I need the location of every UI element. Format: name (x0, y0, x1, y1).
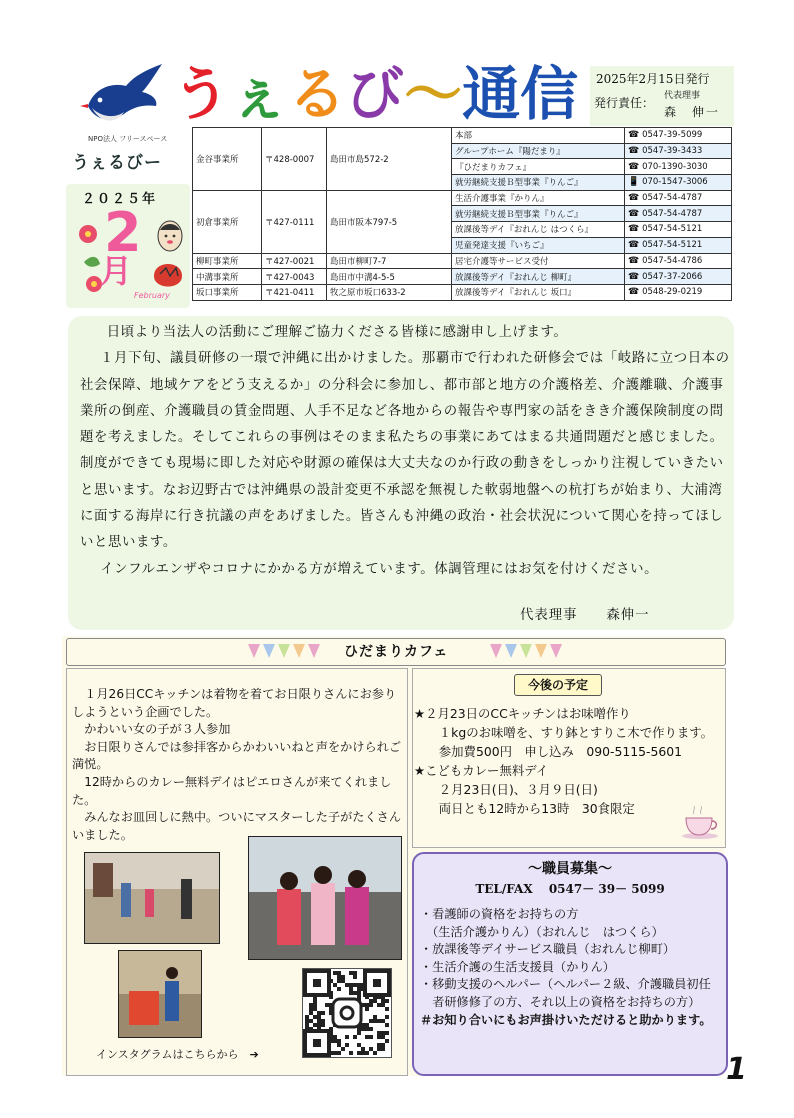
service-phone-cell (625, 190, 732, 206)
office-zip: 〒427-0043 (262, 269, 327, 285)
cafe-paragraph: お日限りさんでは参拝客からかわいいねと声をかけられご満悦。 (72, 739, 402, 772)
page-number: 1 (726, 1052, 747, 1087)
service-phone-cell (625, 269, 732, 285)
bunting-flag (520, 644, 532, 658)
office-zip: 〒427-0021 (262, 253, 327, 269)
office-row (193, 269, 732, 285)
service-phone: 0547-37-2066 (642, 271, 703, 282)
cafe-paragraph: １月26日CCキッチンは着物を着てお日限りさんにお参りしようという企画でした。 (72, 687, 397, 719)
service-phone-cell (625, 143, 732, 159)
greeting-signature: 代表理事 森伸一 (520, 608, 650, 623)
service-phone: 0547-54-4787 (642, 193, 703, 204)
title-char: 〜 (404, 60, 463, 128)
phone-icon: ☎ (628, 271, 643, 282)
service-name: 放課後等デイ『おれんじ はつくら』 (452, 222, 625, 238)
service-name: グループホーム『陽だまり』 (452, 143, 625, 159)
service-phone: 0547-39-3433 (642, 146, 703, 157)
cafe-paragraph: かわいい女の子が３人参加 (84, 722, 231, 737)
greeting-paragraph: インフルエンザやコロナにかかる方が増えています。体調管理にはお気を付けください。 (100, 561, 659, 577)
phone-icon: ☎ (628, 193, 643, 204)
cafe-paragraph: 12時からのカレー無料デイはピエロさんが来てくれました。 (72, 774, 392, 807)
service-name: 生活介護事業『かりん』 (452, 190, 625, 206)
service-phone-cell (625, 237, 732, 253)
office-name: 坂口事業所 (193, 284, 262, 300)
service-phone: 0548-29-0219 (642, 287, 703, 298)
issuer-label: 発行責任： (594, 96, 655, 110)
month-english: February (134, 291, 170, 300)
service-phone-cell (625, 222, 732, 238)
office-name: 初倉事業所 (193, 190, 262, 253)
recruit-line: ・移動支援のヘルパー（ヘルパー２級、介護職員初任者研修修了の方、それ以上の資格をお持ちの方） (420, 977, 711, 1009)
title-char: 通 (462, 60, 521, 128)
issuer-role: 代表理事 (664, 91, 701, 101)
title-char: ぇ (230, 60, 289, 128)
plan-line: １kgのお味噌を、すり鉢とすりこ木で作ります。 (426, 725, 714, 740)
office-address: 島田市島572-2 (327, 128, 452, 191)
bunting-flag (505, 644, 517, 658)
instagram-caption: インスタグラムはこちらから ➔ (96, 1048, 259, 1061)
phone-icon: ☎ (628, 208, 643, 219)
office-address: 島田市柳町7-7 (327, 253, 452, 269)
office-address: 牧之原市坂口633-2 (327, 284, 452, 300)
service-phone-cell (625, 128, 732, 144)
plan-line: 参加費500円 申し込み 090-5115-5601 (414, 744, 682, 759)
recruit-line: ＃お知り合いにもお声掛けいただけると助かります。 (420, 1012, 712, 1027)
title-char: る (288, 60, 347, 128)
cafe-paragraph: みんなお皿回しに熱中。ついにマスターした子がたくさんいました。 (72, 810, 402, 842)
bunting-flag (263, 644, 275, 658)
title-char: び (346, 60, 405, 128)
office-row (193, 190, 732, 206)
greeting-paragraph: 日頃より当法人の活動にご理解ご協力くださる皆様に感謝申し上げます。 (106, 325, 568, 340)
phone-icon: ☎ (628, 146, 643, 157)
service-name: 放課後等デイ『おれんじ 坂口』 (452, 284, 625, 300)
service-phone: 0547-54-4787 (642, 208, 703, 219)
recruitment-list (420, 906, 720, 1029)
greeting-paragraph: １月下旬、議員研修の一環で沖縄に出かけました。那覇市で行われた研修会では「岐路に立つ日本の社会保障、地域ケアをどう支えるか」の分科会に参加し、都市部と地方の介護格差、介護離職、介護事業所の倒産、介護職員の賃金問題、人手不足など各地からの報告や専門家の話をきき介護保険制度の問題を考えました。そしてこれらの事例はそのまま私たちの事業にあてはまる共通問題だと感じました。制度ができても現場に即した対応や財源の確保は大丈夫なのか行政の動きをしっかり注視していきたいと思います。なお辺野古では沖縄県の設計変更不承認を無視した軟弱地盤への杭打ちが始まり、大浦湾に面する海岸に行き抗議の声をあげました。皆さんも沖縄の政治・社会状況について関心を持ってほしいと思います。 (80, 351, 730, 551)
phone-icon: ☎ (628, 240, 643, 251)
plan-line: ★こどもカレー無料デイ (414, 763, 549, 778)
newsletter-title (172, 58, 578, 130)
cafe-report-text (72, 686, 406, 844)
office-row (193, 284, 732, 300)
office-directory-table (192, 127, 732, 301)
logo-wordmark: うぇるびー (72, 153, 162, 173)
photo-kitchen-event (84, 852, 220, 944)
bunting-flag (293, 644, 305, 658)
office-zip: 〒428-0007 (262, 128, 327, 191)
month-number: 2 (104, 201, 142, 264)
office-address: 島田市阪本797-5 (327, 190, 452, 253)
service-phone-cell (625, 175, 732, 191)
recruit-line: ・看護師の資格をお持ちの方 (420, 907, 579, 921)
bunting-left-decoration (248, 644, 324, 664)
service-name: 居宅介護等サービス受付 (452, 253, 625, 269)
month-year: ２０２５年 (82, 192, 158, 207)
office-name: 中溝事業所 (193, 269, 262, 285)
plan-line: ２月23日(日)、３月９日(日) (414, 782, 598, 797)
service-name: 本部 (452, 128, 625, 144)
service-name: 放課後等デイ『おれんじ 柳町』 (452, 269, 625, 285)
service-name: 就労継続支援Ｂ型事業『りんご』 (452, 175, 625, 191)
recruitment-title: 〜職員募集〜 (528, 861, 612, 877)
office-name: 金谷事業所 (193, 128, 262, 191)
bunting-flag (550, 644, 562, 658)
issue-date: 2025年2月15日発行 (596, 72, 710, 86)
bunting-flag (535, 644, 547, 658)
office-row (193, 128, 732, 144)
bunting-right-decoration (490, 644, 566, 664)
phone-icon: ☎ (628, 161, 643, 172)
office-row (193, 253, 732, 269)
phone-icon: ☎ (628, 130, 643, 141)
logo-tagline: NPO法人 フリースペース (88, 135, 168, 143)
upcoming-plans-text (414, 704, 720, 818)
instagram-icon (333, 999, 361, 1027)
teacup-icon (680, 806, 722, 844)
photo-kimono-girls (248, 836, 402, 960)
service-name: 児童発達支援『いちご』 (452, 237, 625, 253)
office-zip: 〒421-0411 (262, 284, 327, 300)
instagram-qr-code[interactable] (302, 968, 392, 1058)
photo-plate-spinning (118, 950, 202, 1038)
office-address: 島田市中溝4-5-5 (327, 269, 452, 285)
service-phone: 0547-54-5121 (642, 240, 703, 251)
greeting-message (80, 320, 730, 583)
service-phone: 0547-54-4786 (642, 255, 703, 266)
bunting-flag (490, 644, 502, 658)
cafe-title: ひだまりカフェ (344, 644, 449, 660)
month-kanji: 月 (100, 252, 133, 290)
phone-icon: ☎ (628, 255, 643, 266)
mobile-icon: 📱 (628, 177, 643, 188)
recruitment-phone: TEL/FAX 0547－ 39－ 5099 (475, 882, 665, 896)
bunting-flag (308, 644, 320, 658)
issuer-name: 森 伸一 (664, 105, 721, 119)
service-phone: 070-1547-3006 (642, 177, 708, 188)
recruit-line: ・生活介護の生活支援員（かりん） (420, 959, 615, 974)
bunting-flag (278, 644, 290, 658)
plan-line: 両日とも12時から13時 30食限定 (414, 801, 635, 816)
service-phone-cell (625, 206, 732, 222)
upcoming-plans-tag: 今後の予定 (514, 674, 602, 696)
office-zip: 〒427-0111 (262, 190, 327, 253)
title-char: 信 (520, 60, 579, 128)
recruit-line: （生活介護かりん）（おれんじ はつくら） (420, 924, 664, 939)
phone-icon: ☎ (628, 287, 643, 298)
service-phone-cell (625, 284, 732, 300)
service-phone-cell (625, 159, 732, 175)
service-name: 『ひだまりカフェ』 (452, 159, 625, 175)
service-phone: 070-1390-3030 (642, 161, 708, 172)
plan-line: ★２月23日のCCキッチンはお味噌作り (414, 706, 631, 721)
service-phone: 0547-39-5099 (642, 130, 703, 141)
title-char: う (172, 60, 231, 128)
recruit-line: ・放課後等デイサービス職員（おれんじ柳町） (420, 942, 676, 957)
bunting-flag (248, 644, 260, 658)
service-phone: 0547-54-5121 (642, 224, 703, 235)
phone-icon: ☎ (628, 224, 643, 235)
service-phone-cell (625, 253, 732, 269)
service-name: 就労継続支援Ｂ型事業『りんご』 (452, 206, 625, 222)
office-name: 柳町事業所 (193, 253, 262, 269)
